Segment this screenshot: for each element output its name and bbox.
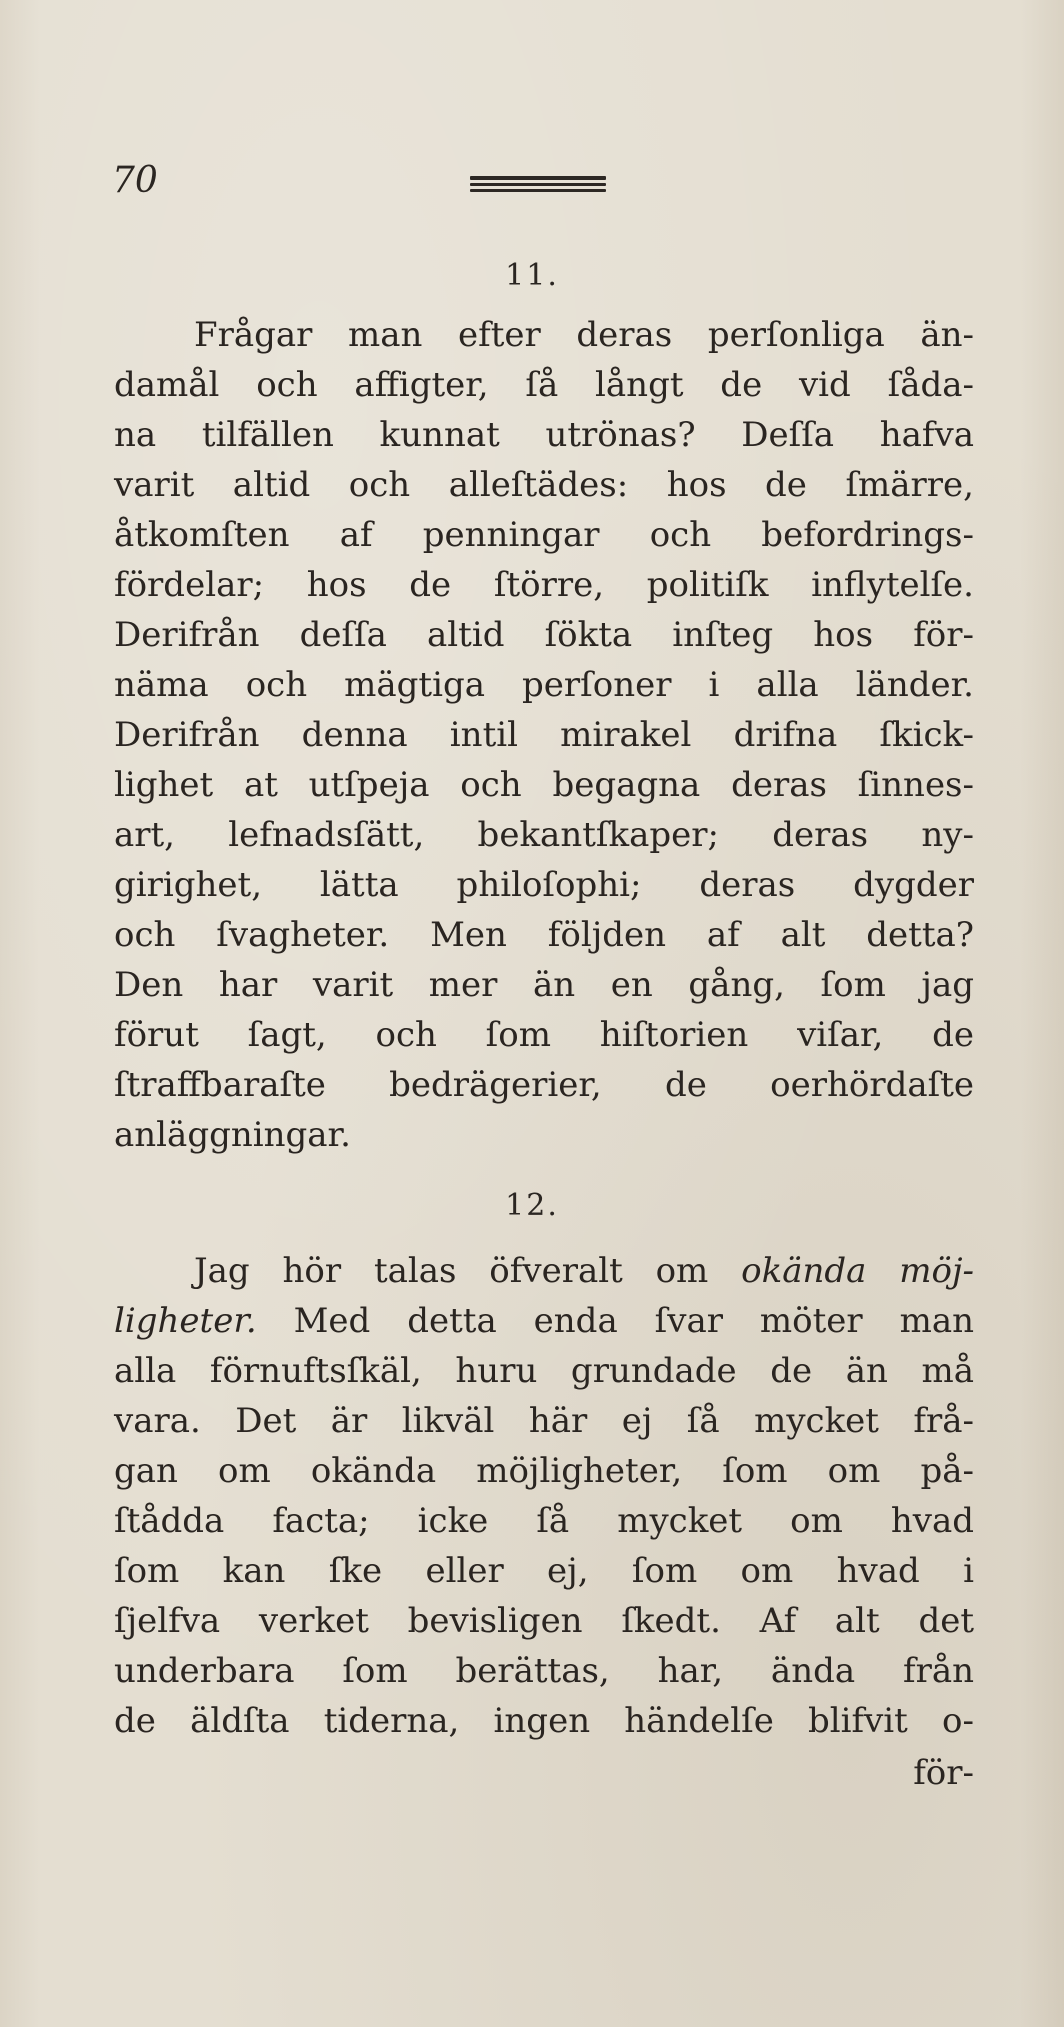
- text-line: och ſvagheter. Men följden af alt detta?: [114, 915, 974, 955]
- catchword: för-: [913, 1753, 974, 1793]
- text-line: Derifrån deſſa altid ſökta inſteg hos för-: [114, 615, 974, 655]
- text-line: girighet, lätta philoſophi; deras dygder: [114, 865, 974, 905]
- text-line: vara. Det är likväl här ej ſå mycket frå-: [114, 1401, 974, 1441]
- section-number-11: 11.: [505, 258, 559, 293]
- text-line: förut ſagt, och ſom hiſtorien viſar, de: [114, 1015, 974, 1055]
- text-line: art, lefnadsſätt, bekantſkaper; deras ny-: [114, 815, 974, 855]
- text-line: damål och affigter, ſå långt de vid ſåda-: [114, 365, 974, 405]
- text-run: Jag hör talas öfveralt om: [194, 1251, 709, 1291]
- text-line: Derifrån denna intil mirakel drifna ſkick-: [114, 715, 974, 755]
- text-line: ſtraffbaraſte bedrägerier, de oerhördaſte: [114, 1065, 974, 1105]
- text-line: anläggningar.: [114, 1115, 351, 1155]
- text-line: fördelar; hos de ſtörre, politiſk inflytelſe.: [114, 565, 974, 605]
- text-line: alla förnuftsſkäl, huru grundade de än må: [114, 1351, 974, 1391]
- text-line: varit altid och alleſtädes: hos de ſmärre,: [114, 465, 974, 505]
- text-run: Med detta enda ſvar möter man: [293, 1301, 975, 1341]
- text-line: Den har varit mer än en gång, ſom jag: [114, 965, 974, 1005]
- text-line: åtkomſten af penningar och befordrings-: [114, 515, 974, 555]
- text-line: de äldſta tiderna, ingen händelſe blifvit o-: [114, 1701, 974, 1741]
- text-line-with-italic: [114, 1296, 974, 1346]
- ornament-bar-bottom: [470, 189, 606, 192]
- page-number: 70: [112, 160, 158, 201]
- text-line: ſjelfva verket bevisligen ſkedt. Af alt det: [114, 1601, 974, 1641]
- text-line: na tilfällen kunnat utrönas? Deſſa hafva: [114, 415, 974, 455]
- text-line: ſtådda facta; icke ſå mycket om hvad: [114, 1501, 974, 1541]
- text-line: ſom kan ſke eller ej, ſom om hvad i: [114, 1551, 974, 1591]
- text-line: lighet at utſpeja och begagna deras ſinnes-: [114, 765, 974, 805]
- text-line: gan om okända möjligheter, ſom om på-: [114, 1451, 974, 1491]
- header-ornament-rule: [470, 176, 606, 192]
- text-line: Frågar man efter deras perſonliga än-: [194, 315, 974, 355]
- text-line-with-italic: [114, 1246, 974, 1296]
- italic-phrase: okända möj-: [741, 1251, 975, 1291]
- section-number-12: 12.: [505, 1188, 559, 1223]
- ornament-bar-middle: [470, 183, 606, 186]
- italic-phrase: ligheter.: [114, 1301, 257, 1341]
- text-line: underbara ſom berättas, har, ända från: [114, 1651, 974, 1691]
- text-line: näma och mägtiga perſoner i alla länder.: [114, 665, 974, 705]
- ornament-bar-top: [470, 176, 606, 180]
